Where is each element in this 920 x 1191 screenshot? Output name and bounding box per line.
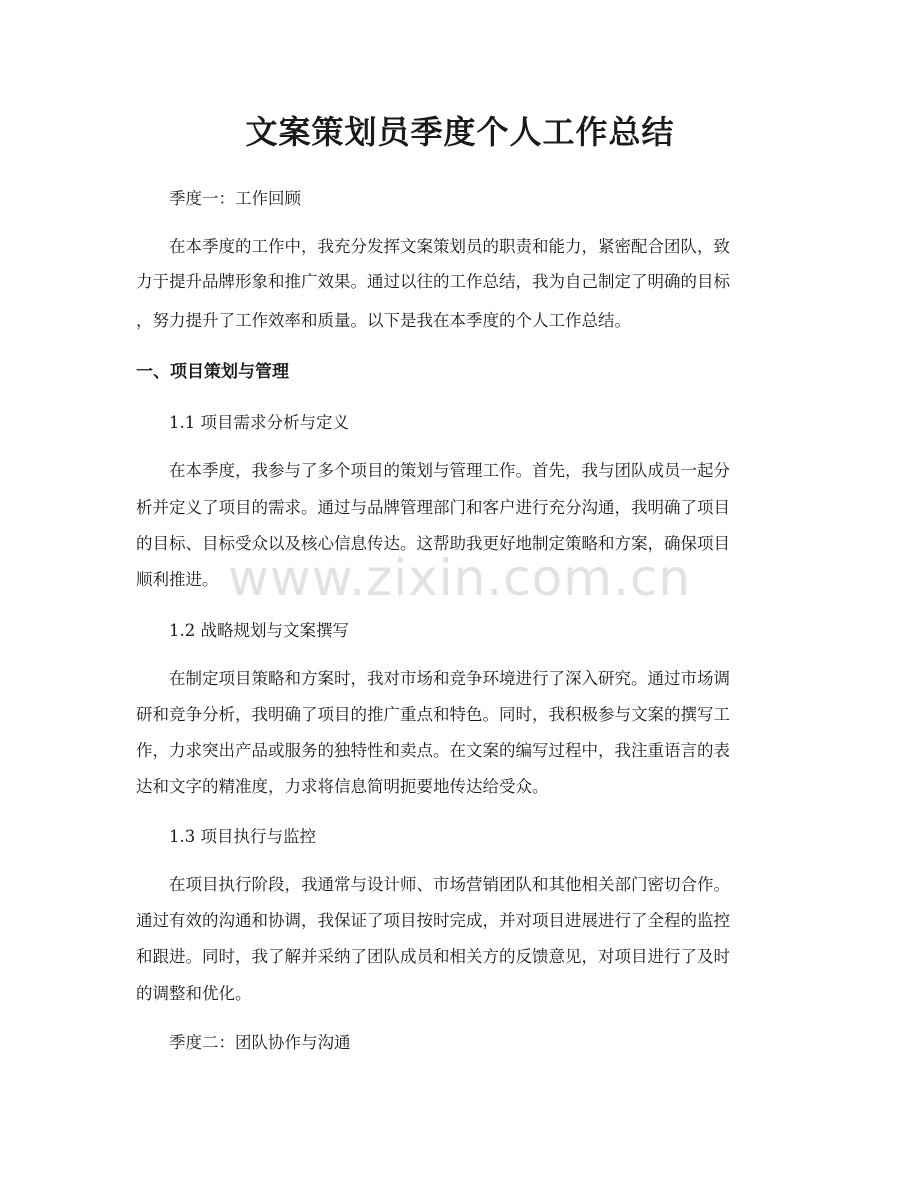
paragraph-line: 作，力求突出产品或服务的独特性和卖点。在文案的编写过程中，我注重语言的表	[136, 741, 730, 760]
paragraph-line: 的目标、目标受众以及核心信息传达。这帮助我更好地制定策略和方案，确保项目	[136, 534, 730, 553]
section-label-quarter-two: 季度二：团队协作与沟通	[169, 1033, 351, 1052]
subsection-heading: 1.3 项目执行与监控	[169, 827, 316, 846]
paragraph-line: 通过有效的沟通和协调，我保证了项目按时完成，并对项目进展进行了全程的监控	[136, 911, 730, 930]
watermark-text: www.zixin.com.cn	[228, 549, 692, 607]
section-label-quarter-one: 季度一：工作回顾	[169, 189, 301, 208]
paragraph-line: 析并定义了项目的需求。通过与品牌管理部门和客户进行充分沟通，我明确了项目	[136, 498, 730, 517]
paragraph-line: 顺利推进。	[136, 570, 219, 589]
paragraph-line: 在本季度的工作中，我充分发挥文案策划员的职责和能力，紧密配合团队，致	[169, 237, 730, 256]
paragraph-line: 在本季度，我参与了多个项目的策划与管理工作。首先，我与团队成员一起分	[169, 461, 730, 480]
paragraph-line: 力于提升品牌形象和推广效果。通过以往的工作总结，我为自己制定了明确的目标	[136, 272, 730, 291]
document-title: 文案策划员季度个人工作总结	[245, 113, 675, 151]
paragraph-line: 研和竞争分析，我明确了项目的推广重点和特色。同时，我积极参与文案的撰写工	[136, 705, 730, 724]
section-heading: 一、项目策划与管理	[136, 362, 289, 382]
paragraph-line: 达和文字的精准度，力求将信息简明扼要地传达给受众。	[136, 777, 549, 796]
subsection-heading: 1.1 项目需求分析与定义	[169, 413, 349, 432]
paragraph-line: 在制定项目策略和方案时，我对市场和竞争环境进行了深入研究。通过市场调	[169, 669, 730, 688]
paragraph-line: 和跟进。同时，我了解并采纳了团队成员和相关方的反馈意见，对项目进行了及时	[136, 947, 730, 966]
subsection-heading: 1.2 战略规划与文案撰写	[169, 621, 349, 640]
paragraph-line: 的调整和优化。	[136, 984, 252, 1003]
paragraph-line: ，努力提升了工作效率和质量。以下是我在本季度的个人工作总结。	[136, 311, 631, 330]
paragraph-line: 在项目执行阶段，我通常与设计师、市场营销团队和其他相关部门密切合作。	[169, 875, 730, 894]
